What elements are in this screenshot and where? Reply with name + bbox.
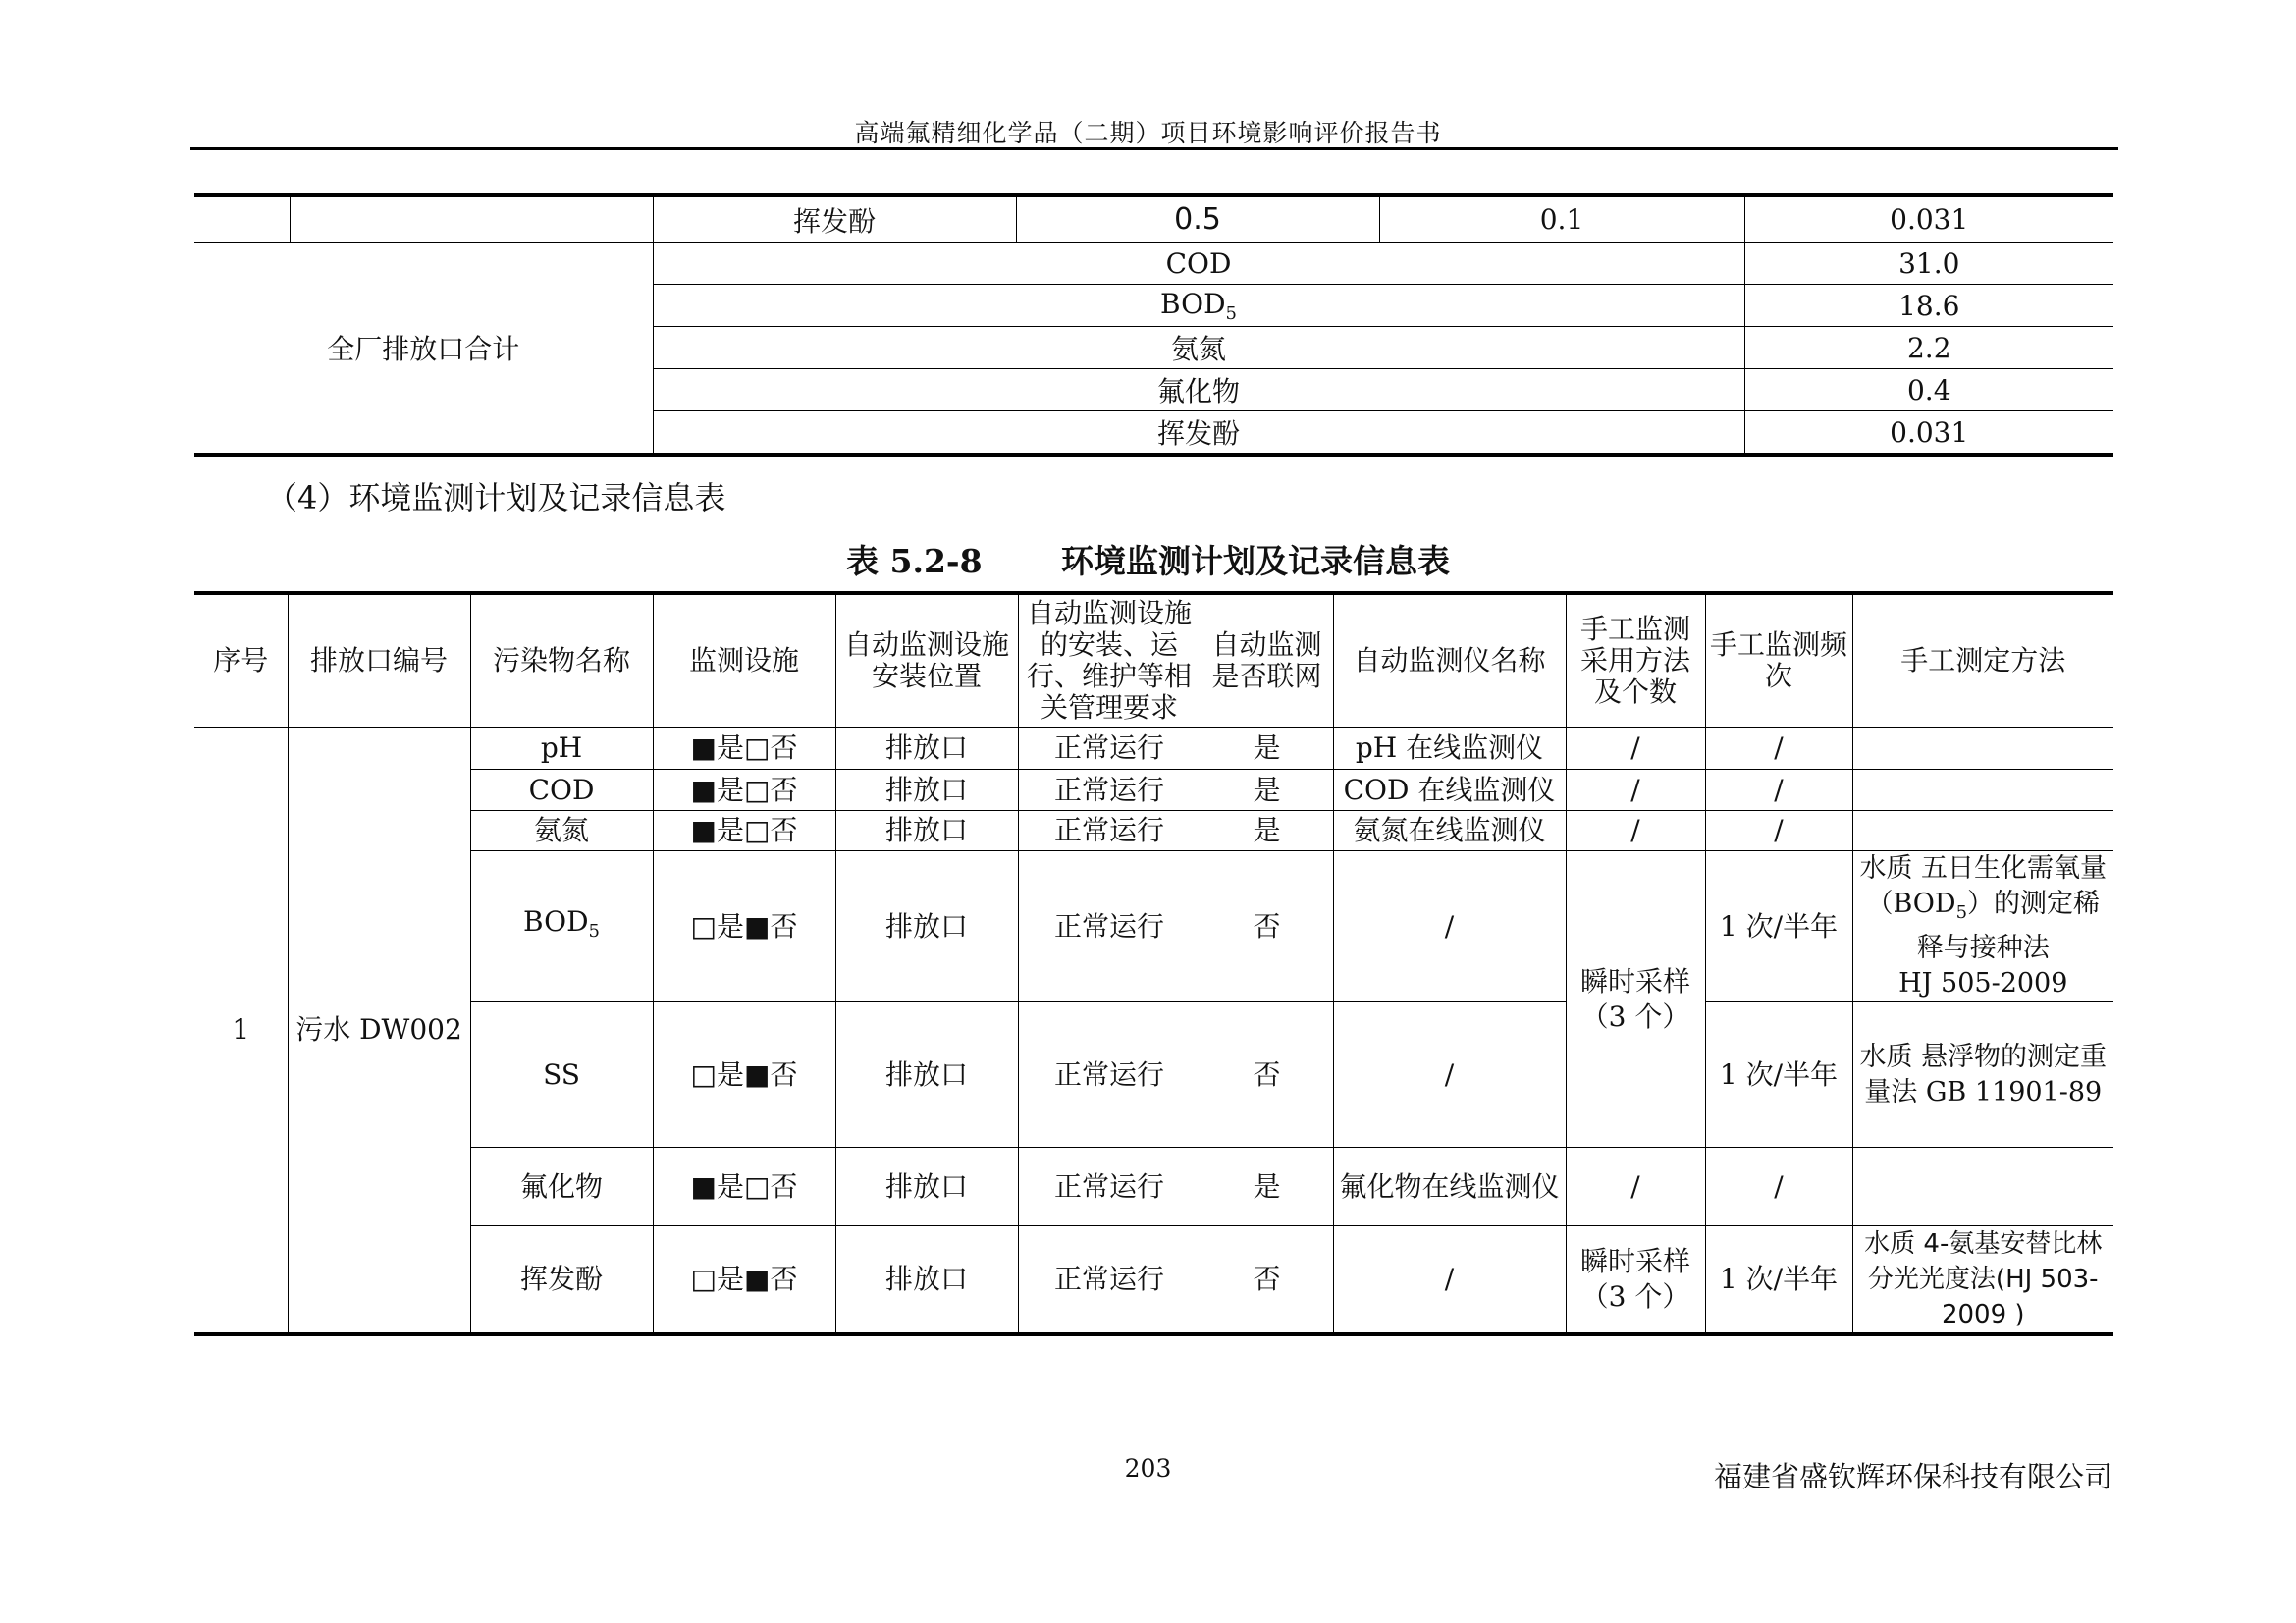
header-seq: 序号 — [194, 593, 288, 728]
networked-cell: 是 — [1201, 811, 1333, 851]
networked-cell: 否 — [1201, 1002, 1333, 1148]
pollutant-cell: 氟化物 — [653, 369, 1744, 411]
pollutant-cell: 氨氮 — [653, 327, 1744, 369]
networked-cell: 否 — [1201, 1226, 1333, 1335]
header-pollutant: 污染物名称 — [470, 593, 653, 728]
value-cell: 0.1 — [1379, 195, 1744, 243]
instrument-cell: / — [1333, 1002, 1566, 1148]
section-heading: （4）环境监测计划及记录信息表 — [266, 479, 726, 516]
group-label: 全厂排放口合计 — [194, 243, 653, 456]
header-requirement: 自动监测设施的安装、运行、维护等相关管理要求 — [1018, 593, 1201, 728]
instrument-cell: / — [1333, 1226, 1566, 1335]
manual-test-cell — [1852, 811, 2113, 851]
manual-test-cell — [1852, 728, 2113, 770]
manual-freq-cell: / — [1705, 728, 1852, 770]
instrument-cell: / — [1333, 851, 1566, 1002]
header-manual-freq: 手工监测频次 — [1705, 593, 1852, 728]
manual-freq-cell: / — [1705, 811, 1852, 851]
instrument-cell: pH 在线监测仪 — [1333, 728, 1566, 770]
install-cell: 排放口 — [835, 1002, 1018, 1148]
instrument-cell: COD 在线监测仪 — [1333, 770, 1566, 811]
header-manual-test: 手工测定方法 — [1852, 593, 2113, 728]
manual-test-text: 水质 五日生化需氧量（BOD — [1859, 853, 2108, 919]
manual-test-cell — [1852, 1148, 2113, 1226]
pollutant-cell: 氟化物 — [470, 1148, 653, 1226]
manual-method-cell: / — [1566, 728, 1705, 770]
header-rule — [190, 147, 2118, 150]
manual-test-cell — [1852, 851, 2113, 1002]
emission-summary-table — [194, 193, 2113, 457]
install-cell: 排放口 — [835, 770, 1018, 811]
outlet-cell: 污水 DW002 — [288, 728, 470, 1335]
pollutant-cell: pH — [470, 728, 653, 770]
pollutant-cell: 挥发酚 — [470, 1226, 653, 1335]
table-header-row — [194, 593, 2113, 728]
header-instrument: 自动监测仪名称 — [1333, 593, 1566, 728]
networked-cell: 是 — [1201, 770, 1333, 811]
value-cell: 31.0 — [1744, 243, 2113, 285]
requirement-cell: 正常运行 — [1018, 811, 1201, 851]
facility-cell: ■是□否 — [653, 1148, 835, 1226]
footer-company: 福建省盛钦辉环保科技有限公司 — [1713, 1460, 2112, 1493]
table-caption: 表 5.2-8 环境监测计划及记录信息表 — [846, 542, 1450, 580]
blank-cell — [290, 195, 653, 243]
value-cell: 0.031 — [1744, 411, 2113, 456]
requirement-cell: 正常运行 — [1018, 770, 1201, 811]
value-cell: 0.5 — [1016, 195, 1379, 243]
requirement-cell: 正常运行 — [1018, 1226, 1201, 1335]
monitoring-plan-table — [194, 591, 2113, 1336]
manual-freq-cell: 1 次/半年 — [1705, 1226, 1852, 1335]
manual-test-cell — [1852, 770, 2113, 811]
pollutant-cell: 氨氮 — [470, 811, 653, 851]
pollutant-cell: 挥发酚 — [653, 195, 1016, 243]
requirement-cell: 正常运行 — [1018, 728, 1201, 770]
value-cell: 0.4 — [1744, 369, 2113, 411]
blank-cell — [194, 195, 290, 243]
table-row — [194, 728, 2113, 770]
table-row — [194, 770, 2113, 811]
manual-test-cell: 水质 悬浮物的测定重量法 GB 11901-89 — [1852, 1002, 2113, 1148]
manual-freq-cell: 1 次/半年 — [1705, 851, 1852, 1002]
pollutant-cell — [470, 851, 653, 1002]
manual-test-standard: HJ 505-2009 — [1898, 968, 2068, 999]
networked-cell: 是 — [1201, 728, 1333, 770]
table-row — [194, 195, 2113, 243]
install-cell: 排放口 — [835, 1148, 1018, 1226]
facility-cell: □是■否 — [653, 1226, 835, 1335]
pollutant-cell: SS — [470, 1002, 653, 1148]
manual-method-cell: / — [1566, 811, 1705, 851]
install-cell: 排放口 — [835, 1226, 1018, 1335]
manual-method-cell: / — [1566, 1148, 1705, 1226]
pollutant-subscript: 5 — [588, 920, 600, 942]
header-manual-method: 手工监测采用方法及个数 — [1566, 593, 1705, 728]
pollutant-cell — [653, 285, 1744, 327]
value-cell: 2.2 — [1744, 327, 2113, 369]
requirement-cell: 正常运行 — [1018, 1148, 1201, 1226]
value-cell: 18.6 — [1744, 285, 2113, 327]
pollutant-cell: COD — [653, 243, 1744, 285]
manual-freq-cell: / — [1705, 770, 1852, 811]
header-install: 自动监测设施安装位置 — [835, 593, 1018, 728]
manual-freq-cell: / — [1705, 1148, 1852, 1226]
header-outlet: 排放口编号 — [288, 593, 470, 728]
pollutant-cell: 挥发酚 — [653, 411, 1744, 456]
pollutant-main: BOD — [1160, 287, 1226, 320]
install-cell: 排放口 — [835, 851, 1018, 1002]
table-row — [194, 851, 2113, 1002]
facility-cell: ■是□否 — [653, 811, 835, 851]
table-row — [194, 1226, 2113, 1335]
table-row — [194, 243, 2113, 285]
requirement-cell: 正常运行 — [1018, 851, 1201, 1002]
facility-cell: ■是□否 — [653, 728, 835, 770]
header-networked: 自动监测是否联网 — [1201, 593, 1333, 728]
install-cell: 排放口 — [835, 728, 1018, 770]
table-row — [194, 1148, 2113, 1226]
manual-test-text: ）的测定稀释与接种法 — [1916, 889, 2101, 963]
manual-method-cell: 瞬时采样（3 个） — [1566, 1226, 1705, 1335]
facility-cell: □是■否 — [653, 1002, 835, 1148]
instrument-cell: 氟化物在线监测仪 — [1333, 1148, 1566, 1226]
manual-test-subscript: 5 — [1955, 902, 1968, 923]
facility-cell: □是■否 — [653, 851, 835, 1002]
networked-cell: 否 — [1201, 851, 1333, 1002]
header-facility: 监测设施 — [653, 593, 835, 728]
manual-method-cell: 瞬时采样（3 个） — [1566, 851, 1705, 1148]
manual-test-cell: 水质 4-氨基安替比林分光光度法(HJ 503-2009 ) — [1852, 1226, 2113, 1335]
pollutant-subscript: 5 — [1225, 302, 1237, 324]
install-cell: 排放口 — [835, 811, 1018, 851]
pollutant-cell: COD — [470, 770, 653, 811]
requirement-cell: 正常运行 — [1018, 1002, 1201, 1148]
manual-method-cell: / — [1566, 770, 1705, 811]
page-number: 203 — [1124, 1454, 1172, 1483]
pollutant-main: BOD — [523, 904, 589, 938]
manual-freq-cell: 1 次/半年 — [1705, 1002, 1852, 1148]
seq-cell: 1 — [194, 728, 288, 1335]
value-cell: 0.031 — [1744, 195, 2113, 243]
table-row — [194, 811, 2113, 851]
instrument-cell: 氨氮在线监测仪 — [1333, 811, 1566, 851]
table-row — [194, 1002, 2113, 1148]
facility-cell: ■是□否 — [653, 770, 835, 811]
page-header-title: 高端氟精细化学品（二期）项目环境影响评价报告书 — [854, 119, 1442, 147]
networked-cell: 是 — [1201, 1148, 1333, 1226]
